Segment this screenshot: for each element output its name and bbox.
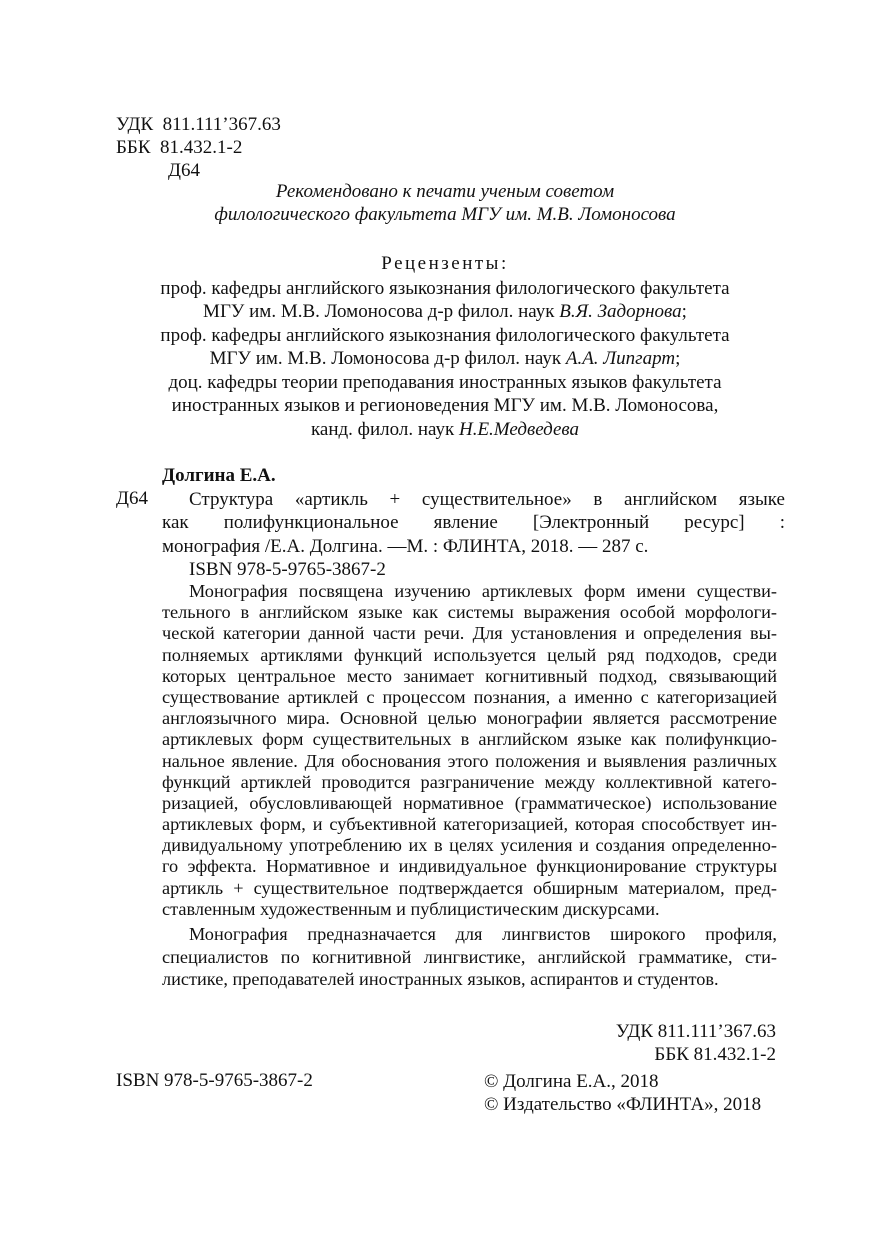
udk-label: УДК xyxy=(116,114,154,135)
abstract xyxy=(162,581,777,991)
reviewer-text: доц. кафедры теории преподавания иностранных языков факультета xyxy=(168,371,722,393)
author-mark: Д64 xyxy=(168,160,200,181)
abstract-line: функций артиклей проводится разграничение между коллективной катего- xyxy=(162,771,777,792)
footer-codes xyxy=(616,1020,776,1066)
bib-line: монография /Е.А. Долгина. —М. : ФЛИНТА, 2018. — 287 с. xyxy=(162,535,649,557)
abstract-line: го эффекта. Нормативное и индивидуальное функционирование структуры xyxy=(162,856,777,877)
udk-code: 811.111’367.63 xyxy=(162,114,281,135)
abstract-line: существование артиклей с процессом познания, а именно с категоризацией xyxy=(162,686,777,707)
recommendation xyxy=(0,180,875,226)
reviewer-line xyxy=(0,300,875,324)
isbn: ISBN 978-5-9765-3867-2 xyxy=(189,558,386,580)
abstract-line: листике, преподавателей иностранных языков, аспирантов и студентов. xyxy=(162,969,719,989)
abstract-line: ризацией, обусловливающей нормативное (грамматическое) использование xyxy=(162,792,777,813)
reviewer-line xyxy=(0,394,875,418)
abstract-line: артиклевых форм существительных в английском языке как полифункцио- xyxy=(162,729,777,750)
reviewer-line xyxy=(0,277,875,301)
reviewers xyxy=(0,252,875,441)
reviewer-punct: ; xyxy=(681,301,687,322)
bbk-code: 81.432.1-2 xyxy=(160,137,243,158)
abstract-line: дивидуальному употреблению их в целях усиления и создания определенно- xyxy=(162,835,777,856)
abstract-line: Монография посвящена изучению артиклевых форм имени существи- xyxy=(189,581,777,601)
copyright-author: © Долгина Е.А., 2018 xyxy=(484,1071,659,1092)
bbk-label: ББК xyxy=(116,137,151,158)
abstract-line: специалистов по когнитивной лингвистике, английской грамматике, сти- xyxy=(162,946,777,967)
reviewer-text: МГУ им. М.В. Ломоносова д-р филол. наук xyxy=(203,301,560,322)
abstract-line: которых центральное место занимает когнитивный подход, связывающий xyxy=(162,665,777,686)
copyright-publisher: © Издательство «ФЛИНТА», 2018 xyxy=(484,1094,762,1115)
reviewer-text: МГУ им. М.В. Ломоносова д-р филол. наук xyxy=(209,348,566,369)
book-author: Долгина Е.А. xyxy=(162,465,276,486)
abstract-line: англоязычного мира. Основной целью монографии является рассмотрение xyxy=(162,708,777,729)
abstract-paragraph-1 xyxy=(162,581,777,920)
abstract-line: артикль + существительное подтверждается обширным материалом, пред- xyxy=(162,877,777,898)
reviewer-text: проф. кафедры английского языкознания филологического факультета xyxy=(160,324,730,346)
abstract-line: артиклевых форм, и субъективной категоризацией, которая способствует ин- xyxy=(162,814,777,835)
footer-isbn: ISBN 978-5-9765-3867-2 xyxy=(116,1070,313,1091)
classification-block xyxy=(116,113,281,182)
bib-entry xyxy=(162,488,785,581)
recommendation-line: Рекомендовано к печати ученым советом xyxy=(275,181,615,202)
reviewer-name: А.А. Липгарт xyxy=(565,348,676,369)
reviewer-text: проф. кафедры английского языкознания филологического факультета xyxy=(160,277,730,299)
reviewer-punct: ; xyxy=(675,348,681,369)
abstract-line: ставленным художественным и публицистическим дискурсами. xyxy=(162,898,660,919)
reviewer-line xyxy=(0,347,875,371)
bib-line: как полифункциональное явление [Электронный ресурс] : xyxy=(162,512,785,534)
abstract-paragraph-2 xyxy=(162,923,777,991)
recommendation-line: филологического факультета МГУ им. М.В. Ломоносова xyxy=(214,204,676,225)
reviewer-line xyxy=(0,418,875,442)
reviewer-name: В.Я. Задорнова xyxy=(559,301,682,322)
bib-mark: Д64 xyxy=(116,488,148,509)
abstract-line: Монография предназначается для лингвистов широкого профиля, xyxy=(189,924,777,944)
abstract-line: нальное явление. Для обоснования этого положения и выявления различных xyxy=(162,750,777,771)
reviewer-name: Н.Е.Медведева xyxy=(458,418,580,440)
copyrights xyxy=(484,1070,761,1116)
bib-line: Структура «артикль + существительное» в английском языке xyxy=(189,489,785,510)
abstract-line: тельного в английском языке как системы выражения особой морфологи- xyxy=(162,602,777,623)
reviewer-line xyxy=(0,371,875,395)
reviewer-text: канд. филол. наук xyxy=(310,418,459,440)
footer-bbk: ББК 81.432.1-2 xyxy=(654,1044,776,1065)
reviewers-heading: Рецензенты: xyxy=(381,253,509,274)
abstract-line: полняемых артиклями функций используется целый ряд подходов, среди xyxy=(162,644,777,665)
footer-udk: УДК 811.111’367.63 xyxy=(615,1021,776,1042)
reviewer-line xyxy=(0,324,875,348)
abstract-line: ческой категории данной части речи. Для установления и определения вы- xyxy=(162,623,777,644)
reviewer-text: иностранных языков и регионоведения МГУ им. М.В. Ломоносова, xyxy=(171,395,719,416)
